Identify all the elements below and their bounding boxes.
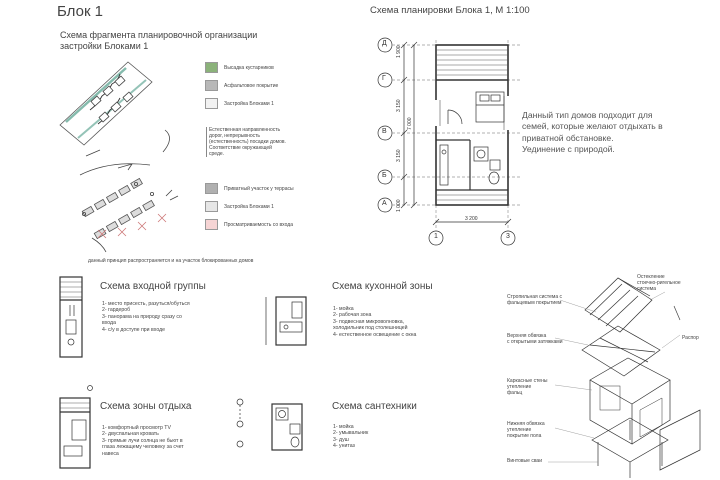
block-title: Блок 1 [57, 3, 104, 20]
list-item: холодильник под столешницей [333, 325, 408, 332]
list-item: 2- рабочая зона [333, 312, 372, 319]
list-item: входа [102, 320, 116, 327]
list-item: 1- комфортный просмотр TV [102, 425, 171, 431]
label-line: стоечно-ригельное [637, 280, 681, 286]
label-walls [507, 378, 547, 396]
label-line: с открытыми затяжками [507, 339, 563, 345]
kitchen-title: Схема кухонной зоны [332, 281, 433, 292]
legend-label-blocks: Застройка Блоками 1 [224, 101, 274, 107]
list-item: 2- умывальник [333, 430, 369, 437]
list-item: 3- прямые лучи солнца не бьют в [102, 437, 183, 444]
axis-label-g: Г [382, 75, 386, 82]
legend-label-view: Просматриваемость со входа [224, 222, 293, 228]
rest-title: Схема зоны отдыха [100, 401, 192, 412]
note-block [206, 127, 329, 157]
list-item: 3- панорама на природу сразу со [102, 313, 182, 320]
legend-label-private: Приватный участок у террасы [224, 186, 294, 192]
label-line: фальц [507, 390, 523, 396]
label-line: утепление [507, 427, 532, 433]
legend-swatch-blocks-2 [205, 201, 218, 212]
legend-label-blocks-2: Застройка Блоками 1 [224, 204, 274, 210]
description-line: Данный тип домов подходит для [522, 110, 653, 120]
list-item: глаза лежащему человеку за счет [102, 444, 184, 451]
label-line: Стропильная система с [507, 294, 563, 300]
axis-label-v: В [382, 128, 387, 135]
list-item: 1- место присесть, разуться/обуться [102, 301, 190, 307]
legend-swatch-private [205, 183, 218, 194]
list-item: 1- мойка [333, 306, 354, 312]
bath-title: Схема сантехники [332, 401, 417, 412]
axis-label-b: Б [382, 172, 387, 179]
axis-label-3: 3 [506, 233, 510, 240]
axis-label-a: А [382, 200, 387, 207]
list-item: 4- с/у в доступе при входе [102, 326, 165, 333]
legend-label-asphalt: Асфальтовое покрытие [224, 83, 279, 89]
axis-label-1: 1 [434, 233, 438, 240]
label-line: система [637, 286, 657, 292]
legend-swatch-blocks [205, 98, 218, 109]
note-line: дорог, непрерывность [209, 133, 261, 139]
dim-7000: 7 000 [407, 117, 413, 130]
list-item: 2- двуспальная кровать [102, 431, 159, 438]
description-line: семей, которые желают отдыхать в [522, 121, 663, 132]
label-line: фальцевым покрытием [507, 300, 562, 306]
legend-label-shrubs: Высадка кустарников [224, 65, 274, 71]
label-rafters [507, 294, 562, 306]
kitchen-list [333, 306, 416, 338]
note-line: среде. [209, 151, 225, 157]
dim-3150-upper: 3 150 [396, 99, 402, 112]
label-upper-frame [507, 333, 563, 345]
note-line: Естественная направленность [209, 127, 281, 133]
entrance-list [102, 301, 190, 333]
label-line: Каркасные стены [507, 378, 548, 384]
list-item: 3- подвесная микроволновка, [333, 318, 405, 325]
legend-swatch-view [205, 219, 218, 230]
label-line: Нижняя обвязка [507, 421, 545, 427]
dim-3150-lower: 3 150 [396, 149, 402, 162]
label-glazing [637, 274, 681, 292]
bottom-caption: данный принцип распространяется и на участок блокированных домов [88, 258, 254, 264]
label-line: покрытие пола [507, 433, 542, 439]
label-line: утепление [507, 384, 532, 390]
rest-list [102, 425, 184, 457]
list-item: 1- мойка [333, 424, 354, 430]
legend-swatch-shrubs [205, 62, 218, 73]
fragment-title-line1: Схема фрагмента планировочной организации [60, 30, 258, 40]
label-lower-frame [507, 421, 545, 439]
label-line: Остекление [637, 274, 665, 280]
note-line: (естественность) посадки домов. [209, 139, 286, 145]
description [522, 110, 663, 156]
bath-list [333, 424, 368, 450]
plan-title: Схема планировки Блока 1, М 1:100 [370, 5, 530, 16]
list-item: 4- естественное освещение с окна [333, 331, 417, 338]
description-line: приватной обстановке. [522, 132, 614, 143]
description-line: Уединение с природой. [522, 144, 615, 155]
note-line: Соответствие окружающей [209, 145, 272, 151]
label-line: Верхняя обвязка [507, 333, 547, 339]
list-item: 4- унитаз [333, 443, 355, 450]
dim-1000: 1 000 [396, 199, 402, 212]
dim-3200: 3 200 [465, 216, 478, 222]
legend-swatch-asphalt [205, 80, 218, 91]
fragment-title-line2: застройки Блоками 1 [60, 41, 149, 51]
dim-1900: 1 900 [396, 45, 402, 58]
list-item: навеса [102, 450, 119, 457]
label-brace: Распор [682, 335, 699, 341]
label-piles: Винтовые сваи [507, 458, 542, 464]
axis-label-d: Д [382, 40, 387, 47]
list-item: 3- душ [333, 436, 349, 443]
list-item: 2- гардероб [102, 307, 131, 314]
entrance-title: Схема входной группы [100, 281, 206, 292]
